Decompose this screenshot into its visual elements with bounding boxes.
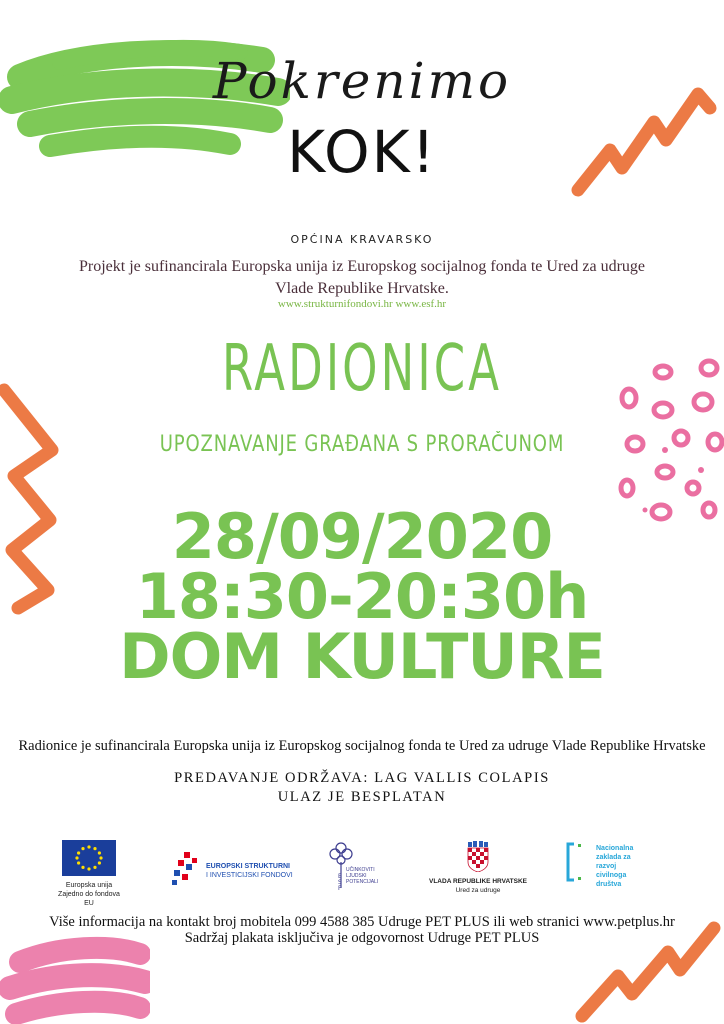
vlada-label-2: Ured za udruge — [455, 887, 501, 894]
vlada-label-1: VLADA REPUBLIKE HRVATSKE — [429, 878, 527, 885]
ulp-label-3: POTENCIJALI — [346, 879, 379, 885]
bracket-icon — [566, 842, 586, 882]
funding-note: Radionice je sufinancirala Europska unija iz Europskog socijalnog fonda te Ured za udruge Vlade Republike Hrvatske — [18, 738, 706, 754]
vlada-logo — [418, 840, 538, 895]
footer-disclaimer: Sadržaj plakata isključiva je odgovornost Udruge PET PLUS — [184, 930, 540, 946]
svg-text:F: F — [338, 885, 342, 890]
entry-line: ULAZ JE BESPLATAN — [277, 789, 447, 805]
eu-logo — [58, 840, 120, 908]
lecturer-line: PREDAVANJE ODRŽAVA: LAG VALLIS COLAPIS — [174, 770, 550, 786]
nz-label-4: civilnoga — [596, 872, 627, 879]
esif-squares-icon — [170, 852, 204, 886]
script-title: Pokrenimo — [212, 52, 512, 110]
main-title: KOK! — [287, 118, 437, 186]
organizer-label: OPĆINA KRAVARSKO — [290, 233, 434, 246]
footer-contact: Više informacija na kontakt broj mobitela 099 4588 385 Udruge PET PLUS ili web stranici www.petplus.hr — [49, 914, 675, 930]
event-date: 28/09/2020 — [171, 500, 553, 573]
esif-label-1: EUROPSKI STRUKTURNI — [206, 863, 291, 870]
nz-label-5: društva — [596, 881, 622, 888]
nz-label-2: zaklada za — [596, 854, 631, 861]
footer — [0, 914, 724, 946]
svg-text:S: S — [338, 879, 342, 886]
ulp-label-1: UČINKOVITI — [346, 867, 375, 873]
esif-label-2: I INVESTICIJSKI FONDOVI — [206, 872, 293, 879]
croatian-coat-of-arms-icon — [466, 840, 490, 872]
event-venue: DOM KULTURE — [119, 620, 605, 693]
eu-label-1: Europska unija — [65, 882, 113, 889]
event-subtitle: UPOZNAVANJE GRAĐANA S PRORAČUNOM — [159, 432, 565, 457]
website-links[interactable]: www.strukturnifondovi.hr www.esf.hr — [277, 298, 447, 310]
nz-label-1: Nacionalna — [596, 845, 634, 852]
event-title: RADIONICA — [221, 332, 503, 406]
eu-label-2: Zajedno do fondova EU — [58, 891, 120, 907]
svg-text:E: E — [338, 873, 342, 880]
ulp-label-2: LJUDSKI — [346, 873, 367, 879]
event-time: 18:30-20:30h — [135, 560, 589, 633]
project-description: Projekt je sufinancirala Europska unija iz Europskog socijalnog fonda te Ured za udruge Vlade Republike Hrvatske. — [78, 258, 646, 297]
nz-label-3: razvoj — [596, 863, 617, 870]
eu-flag-icon — [62, 840, 116, 876]
